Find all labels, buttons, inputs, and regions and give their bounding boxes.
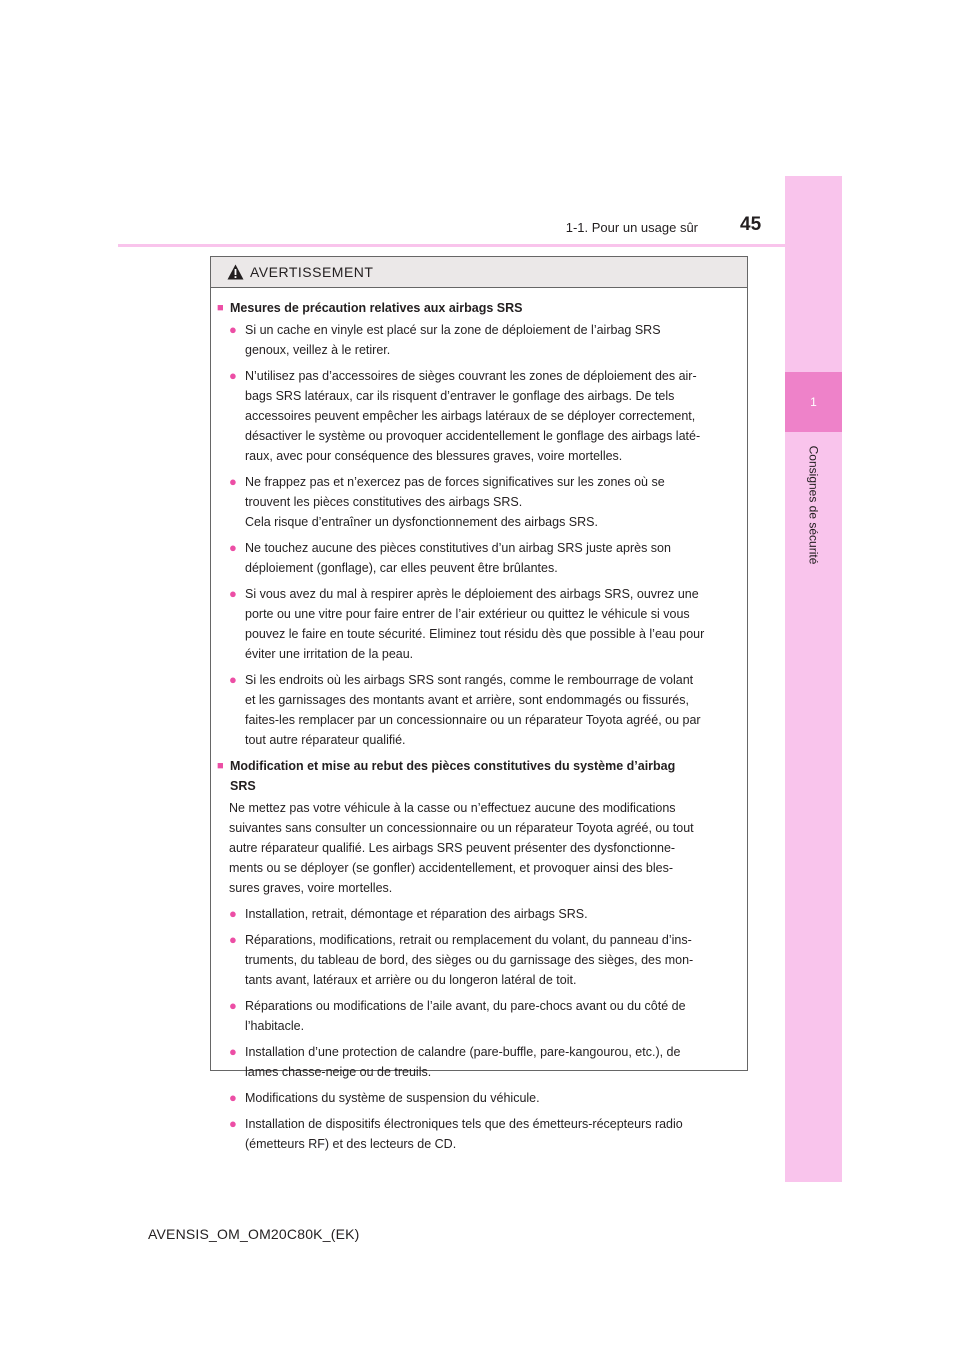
- text-line: porte ou une vitre pour faire entrer de l’air extérieur ou quittez le véhicule si vous: [245, 607, 690, 621]
- bullet-item: [217, 996, 741, 1036]
- bullet-text: [245, 584, 741, 664]
- text-line: Modification et mise au rebut des pièces constitutives du système d’airbag: [230, 759, 676, 773]
- text-line: accessoires peuvent empêcher les airbags latéraux de se déployer correctement,: [245, 409, 696, 423]
- bullet-item: [217, 670, 741, 750]
- bullet-item: [217, 1042, 741, 1082]
- text-line: l’habitacle.: [245, 1019, 305, 1033]
- chapter-side-band: [785, 176, 842, 1182]
- bullet-item: [217, 366, 741, 466]
- round-bullet-icon: ●: [229, 322, 237, 337]
- round-bullet-icon: ●: [229, 1044, 237, 1059]
- round-bullet-icon: ●: [229, 368, 237, 383]
- text-line: Cela risque d’entraîner un dysfonctionnement des airbags SRS.: [245, 515, 598, 529]
- text-line: bags SRS latéraux, car ils risquent d’entraver le gonflage des airbags. De tels: [245, 389, 675, 403]
- round-bullet-icon: ●: [229, 1090, 237, 1105]
- text-line: N’utilisez pas d’accessoires de sièges couvrant les zones de déploiement des air-: [245, 369, 697, 383]
- bullet-item: [217, 472, 741, 532]
- text-line: autre réparateur qualifié. Les airbags SRS peuvent présenter des dysfonctionne-: [229, 841, 676, 855]
- bullet-item: [217, 538, 741, 578]
- text-line: Réparations, modifications, retrait ou remplacement du volant, du panneau d’ins-: [245, 933, 692, 947]
- section-title: 1-1. Pour un usage sûr: [565, 220, 698, 235]
- bullet-text: [245, 670, 741, 750]
- warning-body: [211, 288, 747, 1154]
- text-line: Réparations ou modifications de l’aile avant, du pare-chocs avant ou du côté de: [245, 999, 686, 1013]
- text-line: trouvent les pièces constitutives des airbags SRS.: [245, 495, 523, 509]
- round-bullet-icon: ●: [229, 540, 237, 555]
- text-line: Ne touchez aucune des pièces constitutives d’un airbag SRS juste après son: [245, 541, 671, 555]
- text-line: éviter une irritation de la peau.: [245, 647, 414, 661]
- bullet-text: [245, 320, 741, 360]
- text-line: sures graves, voire mortelles.: [229, 881, 393, 895]
- text-line: faites-les remplacer par un concessionnaire ou un réparateur Toyota agréé, ou par: [245, 713, 701, 727]
- bullet-text: [245, 472, 741, 532]
- bullet-text: [245, 930, 741, 990]
- text-line: Installation de dispositifs électroniques tels que des émetteurs-récepteurs radio: [245, 1117, 683, 1131]
- text-line: déploiement (gonflage), car elles peuvent être brûlantes.: [245, 561, 558, 575]
- bullet-text: [245, 1114, 741, 1154]
- chapter-label-text: Consignes de sécurité: [806, 445, 821, 565]
- bullet-text: [245, 1042, 741, 1082]
- bullet-text: [245, 366, 741, 466]
- text-line: Si vous avez du mal à respirer après le déploiement des airbags SRS, ouvrez une: [245, 587, 699, 601]
- round-bullet-icon: ●: [229, 672, 237, 687]
- text-line: Si les endroits où les airbags SRS sont rangés, comme le rembourrage de volant: [245, 673, 694, 687]
- text-line: Ne mettez pas votre véhicule à la casse ou n’effectuez aucune des modifications: [229, 801, 676, 815]
- bullet-text: [245, 1088, 741, 1108]
- text-line: et les garnissages des montants avant et arrière, sont endommagés ou fissurés,: [245, 693, 689, 707]
- section-heading-text: [230, 756, 675, 796]
- bullet-item: [217, 320, 741, 360]
- text-line: lames chasse-neige ou de treuils.: [245, 1065, 432, 1079]
- text-line: désactiver le système ou provoquer accidentellement le gonflage des airbags laté-: [245, 429, 701, 443]
- text-line: SRS: [230, 779, 256, 793]
- square-bullet-icon: ■: [217, 760, 224, 772]
- text-line: suivantes sans consulter un concessionnaire ou un réparateur Toyota agréé, ou tout: [229, 821, 694, 835]
- text-line: raux, avec pour conséquence des blessures graves, voire mortelles.: [245, 449, 623, 463]
- section-heading: [217, 756, 741, 796]
- section-heading: [217, 298, 741, 318]
- round-bullet-icon: ●: [229, 586, 237, 601]
- section-paragraph: [217, 798, 741, 898]
- text-line: Ne frappez pas et n’exercez pas de forces significatives sur les zones où se: [245, 475, 665, 489]
- bullet-item: [217, 1114, 741, 1154]
- text-line: Installation, retrait, démontage et réparation des airbags SRS.: [245, 907, 588, 921]
- bullet-text: [245, 538, 741, 578]
- bullet-item: [217, 930, 741, 990]
- footer-document-code: AVENSIS_OM_OM20C80K_(EK): [148, 1226, 360, 1242]
- text-line: (émetteurs RF) et des lecteurs de CD.: [245, 1137, 457, 1151]
- chapter-tab-number: 1: [810, 395, 817, 409]
- round-bullet-icon: ●: [229, 932, 237, 947]
- square-bullet-icon: ■: [217, 302, 224, 314]
- text-line: genoux, veillez à le retirer.: [245, 343, 391, 357]
- bullet-item: [217, 904, 741, 924]
- text-line: Installation d’une protection de calandre (pare-buffle, pare-kangourou, etc.), de: [245, 1045, 681, 1059]
- bullet-item: [217, 584, 741, 664]
- warning-box: [210, 256, 748, 1151]
- chapter-label: [786, 430, 840, 580]
- text-line: tants avant, latéraux et arrière ou du longeron latéral de toit.: [245, 973, 577, 987]
- text-line: Modifications du système de suspension du véhicule.: [245, 1091, 540, 1105]
- round-bullet-icon: ●: [229, 906, 237, 921]
- warning-header: [211, 257, 747, 288]
- bullet-text: [245, 996, 741, 1036]
- round-bullet-icon: ●: [229, 474, 237, 489]
- text-line: pouvez le faire en toute sécurité. Eliminez tout résidu dès que possible à l’eau pour: [245, 627, 705, 641]
- warning-triangle-icon: [227, 264, 244, 280]
- text-line: Si un cache en vinyle est placé sur la zone de déploiement de l’airbag SRS: [245, 323, 661, 337]
- text-line: ments ou se déployer (se gonfler) accidentellement, et provoquer ainsi des bles-: [229, 861, 673, 875]
- text-line: truments, du tableau de bord, des sièges ou du garnissage des sièges, des mon-: [245, 953, 694, 967]
- bullet-text: [245, 904, 741, 924]
- page-number: 45: [740, 214, 762, 235]
- chapter-tab: [785, 372, 842, 432]
- round-bullet-icon: ●: [229, 1116, 237, 1131]
- header-divider: [118, 244, 785, 247]
- section-heading-text: Mesures de précaution relatives aux airbags SRS: [230, 301, 523, 315]
- bullet-item: [217, 1088, 741, 1108]
- round-bullet-icon: ●: [229, 998, 237, 1013]
- warning-title: AVERTISSEMENT: [250, 264, 374, 280]
- text-line: tout autre réparateur qualifié.: [245, 733, 406, 747]
